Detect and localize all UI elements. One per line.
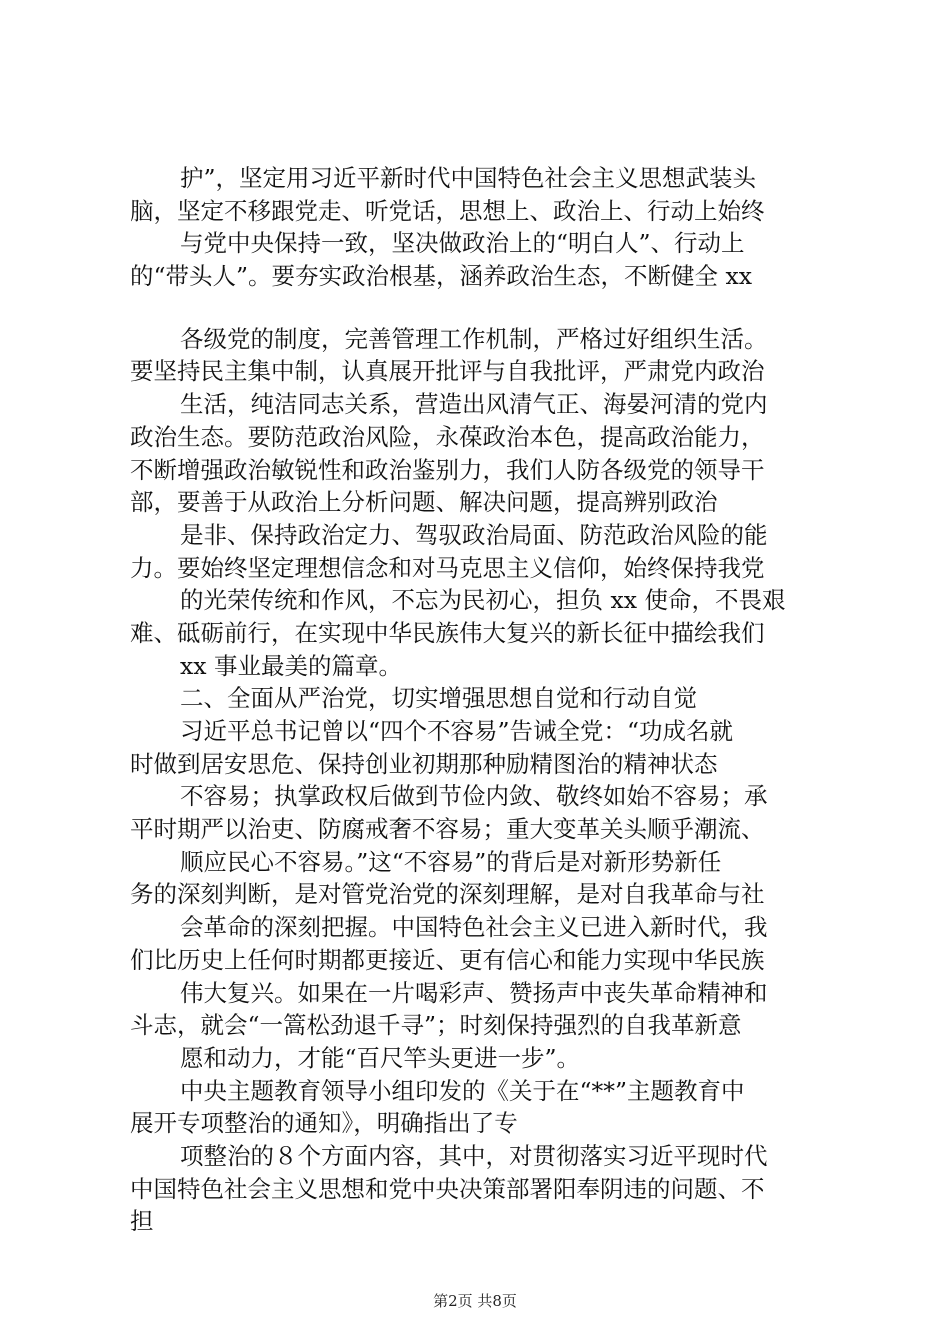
text-line: 是非、保持政治定力、驾驭政治局面、防范政治风险的能 (180, 520, 768, 549)
page-footer (0, 1290, 950, 1311)
text-line: 展开专项整治的通知》，明确指出了专 (130, 1109, 518, 1138)
text-line: 不容易；执掌政权后做到节俭内敛、敬终如始不容易；承 (180, 782, 768, 811)
text-line: 部，要善于从政治上分析问题、解决问题，提高辨别政治 (130, 488, 718, 517)
text-line: 们比历史上任何时期都更接近、更有信心和能力实现中华民族 (130, 945, 765, 974)
text-line: 脑，坚定不移跟党走、听党话，思想上、政治上、行动上始终 (130, 196, 765, 225)
text-line: 务的深刻判断，是对管党治党的深刻理解，是对自我革命与社 (130, 880, 765, 909)
text-line: 伟大复兴。如果在一片喝彩声、赞扬声中丧失革命精神和 (180, 978, 768, 1007)
text-line: 与党中央保持一致，坚决做政治上的“明白人”、行动上 (180, 229, 745, 258)
text-line: 担 (130, 1207, 154, 1236)
text-line: 时做到居安思危、保持创业初期那种励精图治的精神状态 (130, 749, 718, 778)
text-line: 的“带头人”。要夯实政治根基，涵养政治生态，不断健全 xx (130, 262, 753, 291)
section-heading: 二、全面从严治党，切实增强思想自觉和行动自觉 (180, 684, 697, 713)
page-number: 第2页 共8页 (433, 1292, 517, 1310)
text-line: 的光荣传统和作风，不忘为民初心，担负 xx 使命，不畏艰 (180, 586, 786, 615)
text-line: 力。要始终坚定理想信念和对马克思主义信仰，始终保持我党 (130, 553, 765, 582)
text-line: 政治生态。要防范政治风险，永葆政治本色，提高政治能力， (130, 422, 765, 451)
text-line: 顺应民心不容易。”这“不容易”的背后是对新形势新任 (180, 847, 722, 876)
document-body (130, 162, 830, 1238)
text-line: 难、砥砺前行，在实现中华民族伟大复兴的新长征中描绘我们 (130, 618, 765, 647)
text-line: 中国特色社会主义思想和党中央决策部署阳奉阴违的问题、不 (130, 1174, 765, 1203)
text-line: 愿和动力，才能“百尺竿头更进一步”。 (180, 1043, 581, 1072)
text-line: 会革命的深刻把握。中国特色社会主义已进入新时代，我 (180, 913, 768, 942)
text-line: xx 事业最美的篇章。 (180, 651, 402, 680)
text-line: 斗志，就会“一篙松劲退千寻”；时刻保持强烈的自我革新意 (130, 1011, 742, 1040)
text-line: 习近平总书记曾以“四个不容易”告诫全党：“功成名就 (180, 717, 734, 745)
text-line: 各级党的制度，完善管理工作机制，严格过好组织生活。 (180, 324, 768, 353)
text-line: 不断增强政治敏锐性和政治鉴别力，我们人防各级党的领导干 (130, 455, 765, 484)
text-line: 要坚持民主集中制，认真展开批评与自我批评，严肃党内政治 (130, 357, 765, 386)
paragraph-gap (130, 293, 830, 323)
text-line: 中央主题教育领导小组印发的《关于在“**”主题教育中 (180, 1076, 745, 1105)
text-line: 生活，纯洁同志关系，营造出风清气正、海晏河清的党内 (180, 390, 768, 419)
text-line: 项整治的８个方面内容，其中，对贯彻落实习近平现时代 (180, 1141, 768, 1170)
text-line: 护”，坚定用习近平新时代中国特色社会主义思想武装头 (180, 164, 757, 192)
text-line: 平时期严以治吏、防腐戒奢不容易；重大变革关头顺乎潮流、 (130, 815, 765, 844)
